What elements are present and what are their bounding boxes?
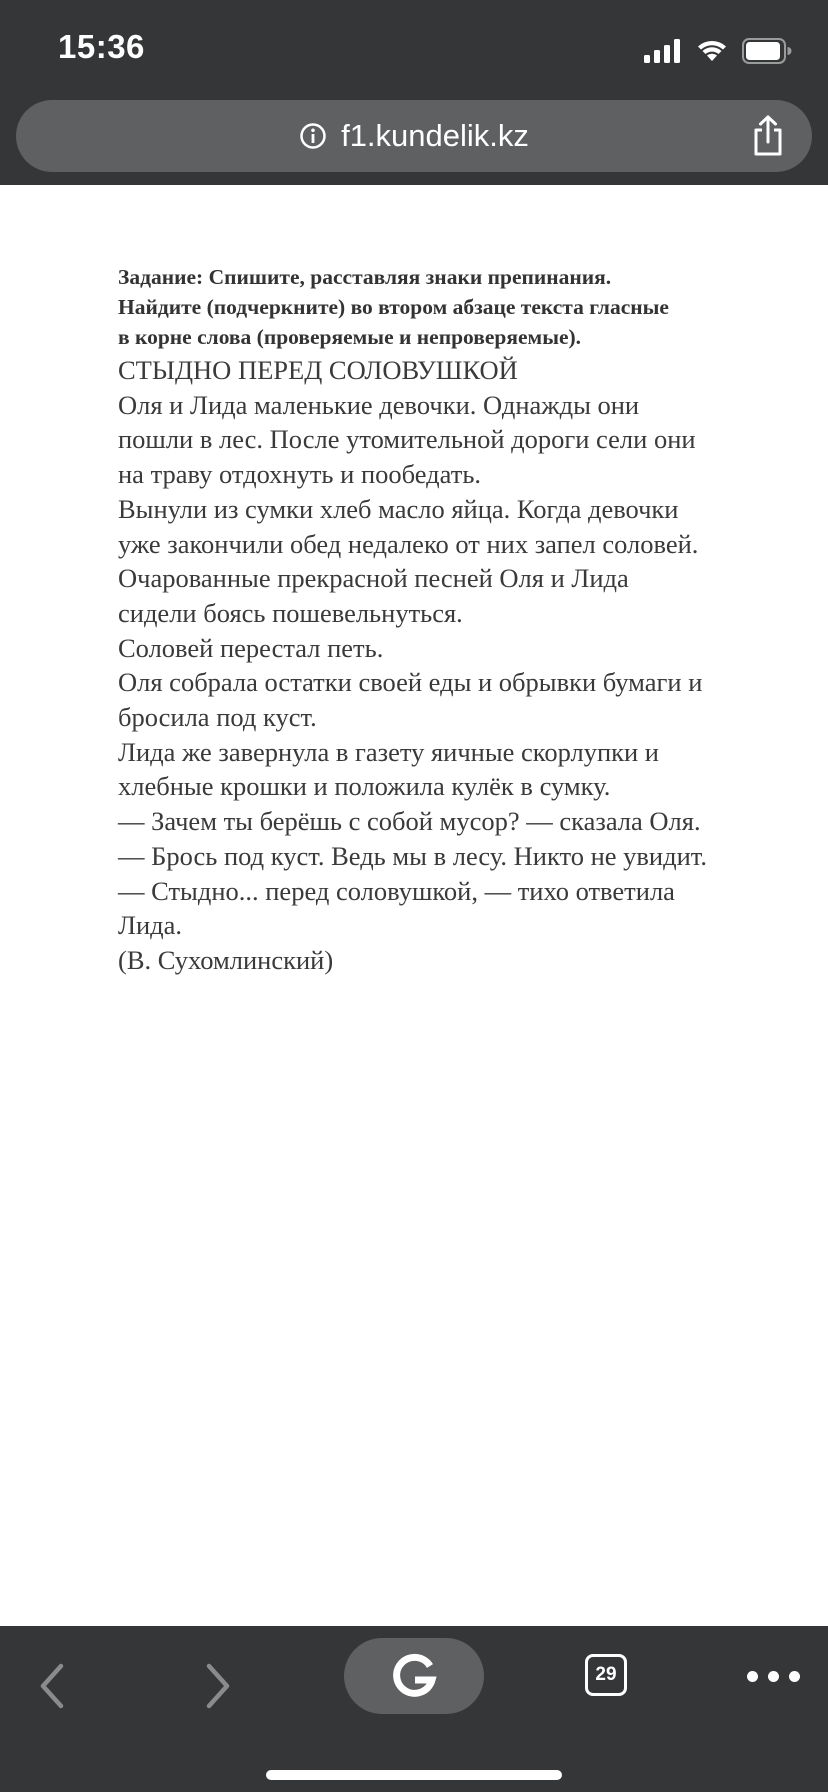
cellular-signal-icon [644, 39, 682, 63]
story-line: Оля собрала остатки своей еды и обрывки бумаги и [118, 667, 703, 698]
story-line: — Стыдно... перед соловушкой, — тихо ответила [118, 875, 675, 906]
wifi-icon [696, 39, 728, 63]
story-line: сидели боясь пошевельнуться. [118, 597, 463, 628]
url-bar[interactable] [16, 100, 812, 172]
story-line: пошли в лес. После утомительной дороги сели они [118, 424, 696, 455]
task-line: в корне слова (проверяемые и непроверяемые). [118, 325, 582, 349]
info-icon[interactable] [299, 122, 327, 150]
top-browser-chrome [0, 0, 828, 185]
page-content [118, 262, 778, 978]
chevron-left-icon [37, 1662, 67, 1710]
tabs-count: 29 [595, 1664, 617, 1685]
task-line: Найдите (подчеркните) во втором абзаце текста гласные [118, 295, 669, 319]
story-line: Оля и Лида маленькие девочки. Однажды они [118, 389, 640, 420]
task-line: Задание: Спишите, расставляя знаки препинания. [118, 265, 612, 289]
more-dots-icon [747, 1671, 758, 1682]
status-icons [644, 36, 792, 66]
story-line: — Зачем ты берёшь с собой мусор? — сказала Оля. [118, 806, 701, 837]
status-bar [0, 0, 828, 95]
story-line: бросила под куст. [118, 702, 317, 733]
story-text [118, 388, 778, 978]
battery-icon [742, 38, 792, 64]
more-dots-icon [768, 1671, 779, 1682]
story-author: (В. Сухомлинский) [118, 944, 334, 975]
story-line: Лида. [118, 910, 183, 941]
story-line: на траву отдохнуть и пообедать. [118, 459, 482, 490]
tabs-button[interactable] [585, 1654, 627, 1696]
url-display [16, 100, 812, 172]
url-text[interactable]: f1.kundelik.kz [341, 118, 529, 153]
home-indicator[interactable] [266, 1770, 562, 1780]
story-line: — Брось под куст. Ведь мы в лесу. Никто не увидит. [118, 840, 707, 871]
story-line: Соловей перестал петь. [118, 632, 384, 663]
share-icon[interactable] [748, 114, 788, 158]
bottom-toolbar [0, 1626, 828, 1792]
chevron-right-icon [203, 1662, 233, 1710]
google-icon [391, 1653, 437, 1699]
more-dots-icon [789, 1671, 800, 1682]
story-line: Вынули из сумки хлеб масло яйца. Когда девочки [118, 493, 679, 524]
task-instructions [118, 262, 778, 352]
google-search-button[interactable] [344, 1638, 484, 1714]
forward-button[interactable] [196, 1656, 240, 1716]
story-line: Очарованные прекрасной песней Оля и Лида [118, 563, 629, 594]
status-time: 15:36 [58, 28, 145, 65]
story-line: уже закончили обед недалеко от них запел соловей. [118, 528, 699, 559]
story-line: Лида же завернула в газету яичные скорлупки и [118, 736, 659, 767]
more-options-button[interactable] [728, 1656, 818, 1696]
story-line: хлебные крошки и положила кулёк в сумку. [118, 771, 611, 802]
story-title: СТЫДНО ПЕРЕД СОЛОВУШКОЙ [118, 355, 518, 385]
back-button[interactable] [30, 1656, 74, 1716]
